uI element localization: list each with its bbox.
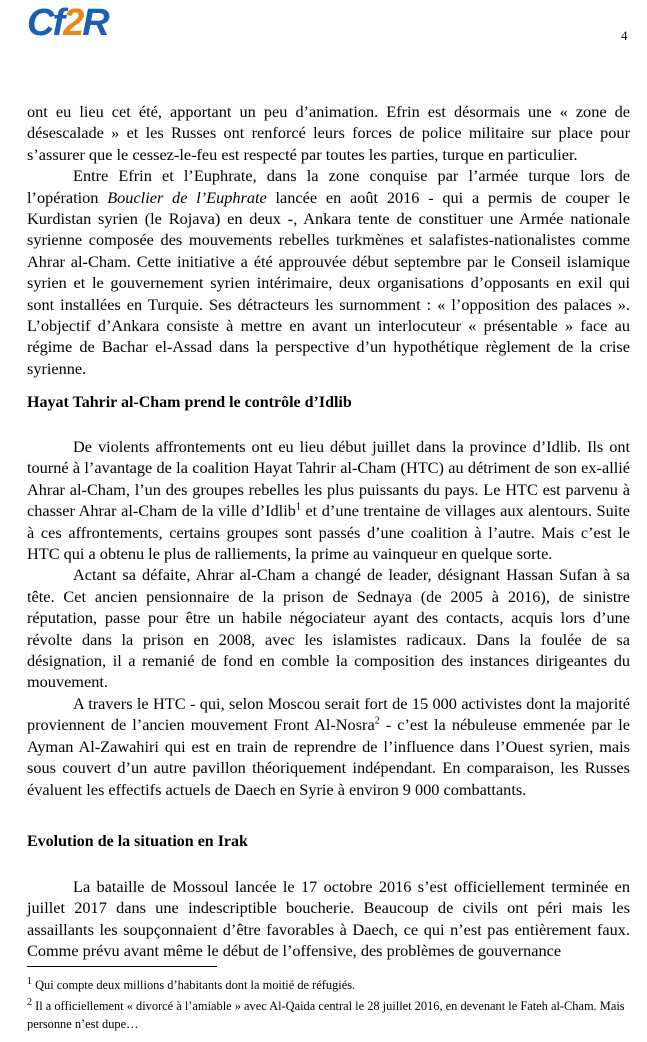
text-block-irak — [27, 876, 630, 962]
logo-part-r: R — [82, 1, 108, 44]
operation-name: Bouclier de l’Euphrate — [107, 187, 267, 207]
text-block-idlib — [27, 436, 630, 800]
section-heading-irak: Evolution de la situation en Irak — [27, 833, 248, 850]
paragraph-affrontements — [27, 436, 630, 564]
logo-part-2: 2 — [63, 1, 83, 44]
footnote-1 — [27, 976, 630, 994]
footnote-number: 1 — [27, 975, 32, 987]
paragraph-text: et d’une trentaine de villages aux alentours. Suite à ces affrontements, certains groupes sont passés d’une coalition à l’autre. Mais c’est le HTC qui a obtenu le plus de ralliements, la prime au vainqueur en quelque sorte. — [27, 501, 630, 564]
footnote-text: Il a officiellement « divorcé à l’amiable » avec Al-Qaida central le 28 juillet 2016, en devenant le Fateh al-Cham. Mais personne n’est dupe… — [27, 999, 625, 1031]
cf2r-logo — [27, 1, 108, 44]
logo-part-cf: Cf — [27, 1, 64, 44]
footnote-2 — [27, 997, 630, 1033]
paragraph-htc — [27, 693, 630, 800]
paragraph-text: De violents affrontements ont eu lieu début juillet dans la province d’Idlib. Ils ont tourné à l’avantage de la coalition Hayat Tahrir al-Cham (HTC) au détriment de son ex-allié Ahrar al-Cham, l’un des groupes rebelles les plus puissants du pays. Le HTC est parvenu à chasser Ahrar al-Cham de la ville d’Idlib — [27, 437, 630, 521]
footnote-separator — [27, 966, 217, 967]
section-heading-idlib: Hayat Tahrir al-Cham prend le contrôle d’Idlib — [27, 394, 352, 411]
paragraph-ahrar-leader: Actant sa défaite, Ahrar al-Cham a changé de leader, désignant Hassan Sufan à sa tête. Cet ancien pensionnaire de la prison de Sednaya (de 2005 à 2016), de sinistre réputation, passe pour être un habile négociateur ayant des contacts, acquis lors d’une révolte dans la prison en 2008, avec les islamistes radicaux. Dans la foulée de sa désignation, il a remanié de fond en comble la composition des instances dirigeantes du mouvement. — [27, 565, 630, 692]
paragraph-efrin-euphrate — [27, 165, 630, 379]
paragraph-mossoul: La bataille de Mossoul lancée le 17 octobre 2016 s’est officiellement terminée en juillet 2017 dans une indescriptible boucherie. Beaucoup de civils ont péri mais les assaillants les soupçonnaient d’être favorables à Daech, ce qui n’est pas entièrement faux. Comme prévu avant même le début de l’offensive, des problèmes de gouvernance — [27, 877, 630, 961]
paragraph-text: - c’est la nébuleuse emmenée par le Ayman Al-Zawahiri qui est en train de reprendre de l’influence dans l’Ouest syrien, mais sous couvert d’un autre pavillon théoriquement indépendant. En comparaison, les Russes évaluent les effectifs actuels de Daech en Syrie à environ 9 000 combattants. — [27, 715, 630, 799]
paragraph-text: lancée en août 2016 - qui a permis de couper le Kurdistan syrien (le Rojava) en deux -, Ankara tente de constituer une Armée nationale syrienne composée des mouvements rebelles turkmènes et salafistes-nationalistes comme Ahrar al-Cham. Cette initiative a été approuvée début septembre par le Conseil islamique syrien et le gouvernement syrien intérimaire, deux organisations d’opposants en exil qui sont installées en Turquie. Ses détracteurs les surnomment : « l’opposition des palaces ». L’objectif d’Ankara consiste à mettre en avant un interlocuteur « présentable » face au régime de Bachar el-Assad dans la perspective d’un hypothétique règlement de la crise syrienne. — [27, 187, 631, 378]
footnote-text: Qui compte deux millions d’habitants dont la moitié de réfugiés. — [32, 978, 356, 992]
paragraph-text: A travers le HTC - qui, selon Moscou serait fort de 15 000 activistes dont la majorité proviennent de l’ancien mouvement Front Al-Nosra — [27, 693, 630, 735]
footnote-ref-2[interactable]: 2 — [374, 715, 380, 727]
paragraph-text: Entre Efrin et l’Euphrate, dans la zone conquise par l’armée turque lors de l’opération — [27, 166, 630, 207]
footnote-ref-1[interactable]: 1 — [295, 501, 301, 513]
text-block-top — [27, 101, 630, 379]
footnotes — [27, 976, 630, 1036]
page-number: 4 — [621, 28, 628, 43]
footnote-number: 2 — [27, 996, 32, 1008]
paragraph-continuation: ont eu lieu cet été, apportant un peu d’animation. Efrin est désormais une « zone de désescalade » et les Russes ont renforcé leurs forces de police militaire sur place pour s’assurer que le cessez-le-feu est respecté par toutes les parties, turque en particulier. — [27, 102, 630, 164]
